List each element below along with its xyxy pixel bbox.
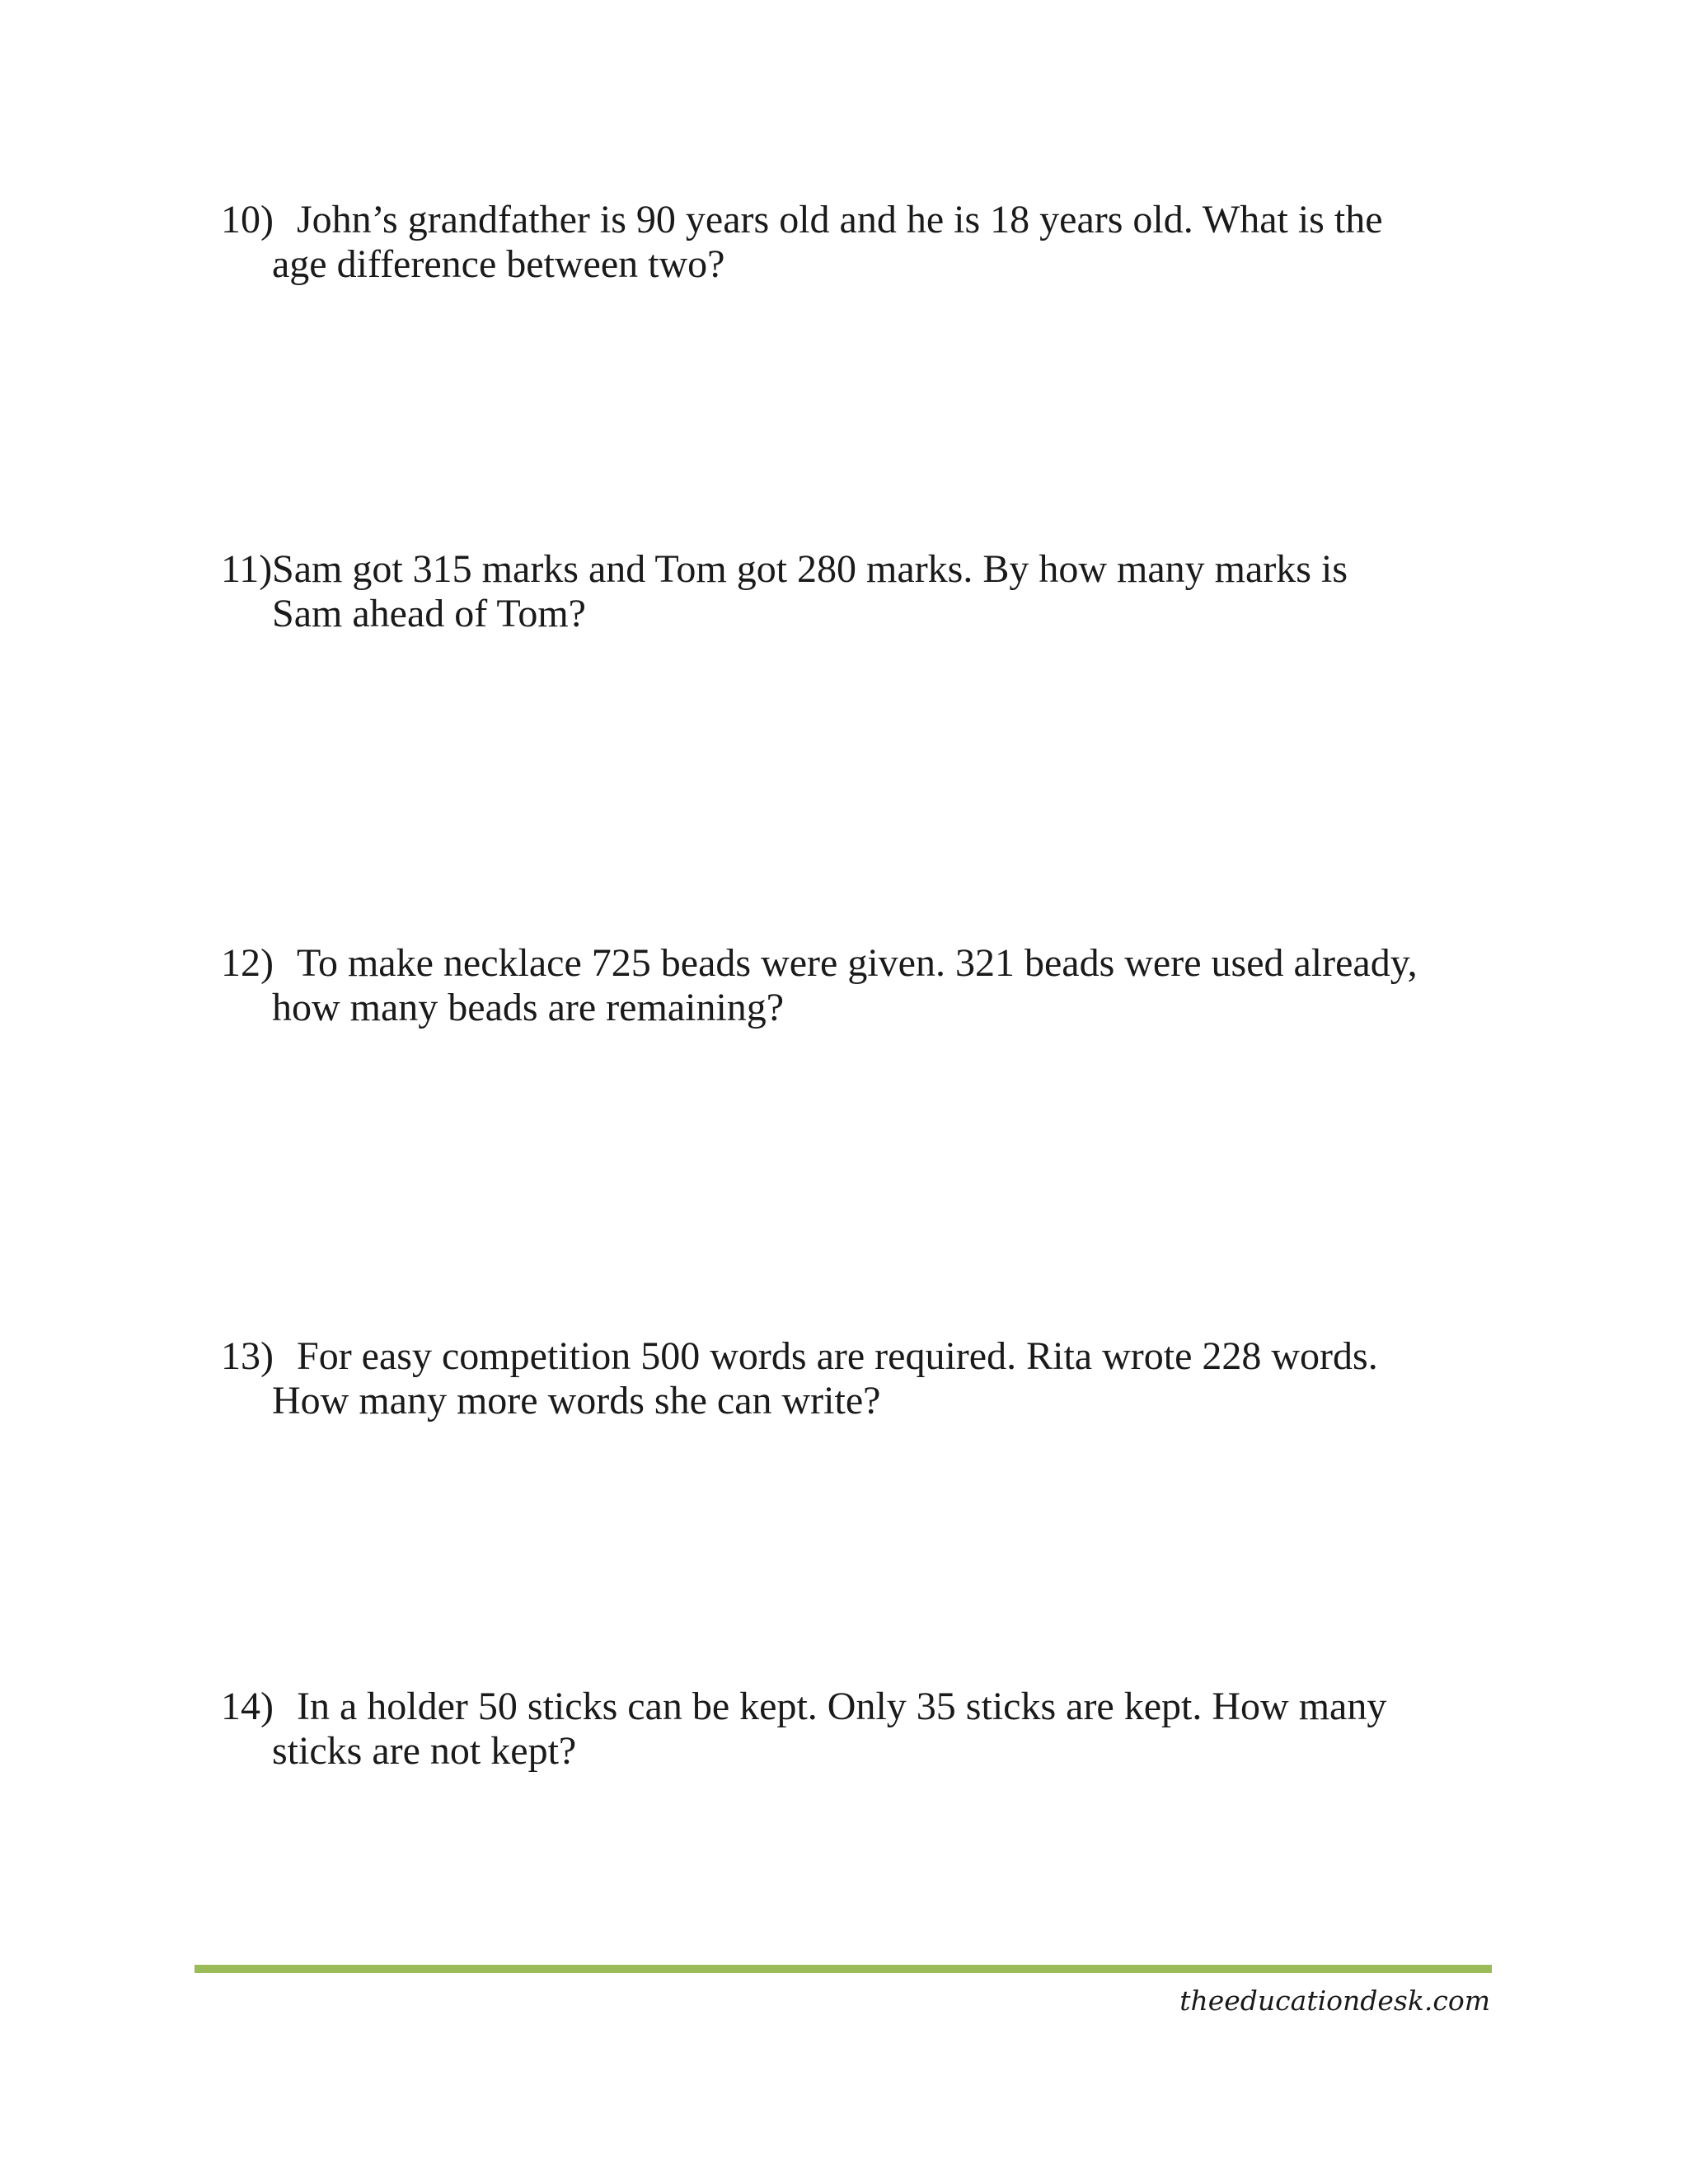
question-13 [221,1334,1507,1423]
footer-divider [195,1965,1492,1973]
question-number: 13) [221,1334,274,1378]
question-line-1 [221,1334,1507,1379]
question-text-line-1: John’s grandfather is 90 years old and he is 18 years old. What is the [297,198,1383,241]
question-number: 12) [221,941,274,985]
question-number: 10) [221,198,274,241]
question-text-line-1: For easy competition 500 words are required. Rita wrote 228 words. [297,1334,1378,1378]
question-text-line-2: how many beads are remaining? [272,986,785,1029]
question-line-1 [221,941,1507,986]
question-line-1 [221,547,1507,592]
question-text-line-2: How many more words she can write? [272,1379,881,1422]
question-11 [221,547,1507,636]
question-number: 14) [221,1685,274,1728]
question-10 [221,198,1507,287]
question-text-line-1: In a holder 50 sticks can be kept. Only 35 sticks are kept. How many [297,1685,1387,1728]
question-number: 11) [221,547,273,591]
footer-website: theeducationdesk.com [1179,1985,1490,2017]
question-text-line-2: Sam ahead of Tom? [272,592,586,635]
question-line-1 [221,198,1507,242]
question-text-line-1: To make necklace 725 beads were given. 321 beads were used already, [297,941,1418,985]
question-text-line-1: Sam got 315 marks and Tom got 280 marks. By how many marks is [272,547,1348,591]
question-12 [221,941,1507,1030]
question-text-line-2: age difference between two? [272,242,725,286]
question-14 [221,1685,1507,1774]
question-line-1 [221,1685,1507,1729]
question-text-line-2: sticks are not kept? [272,1729,577,1773]
